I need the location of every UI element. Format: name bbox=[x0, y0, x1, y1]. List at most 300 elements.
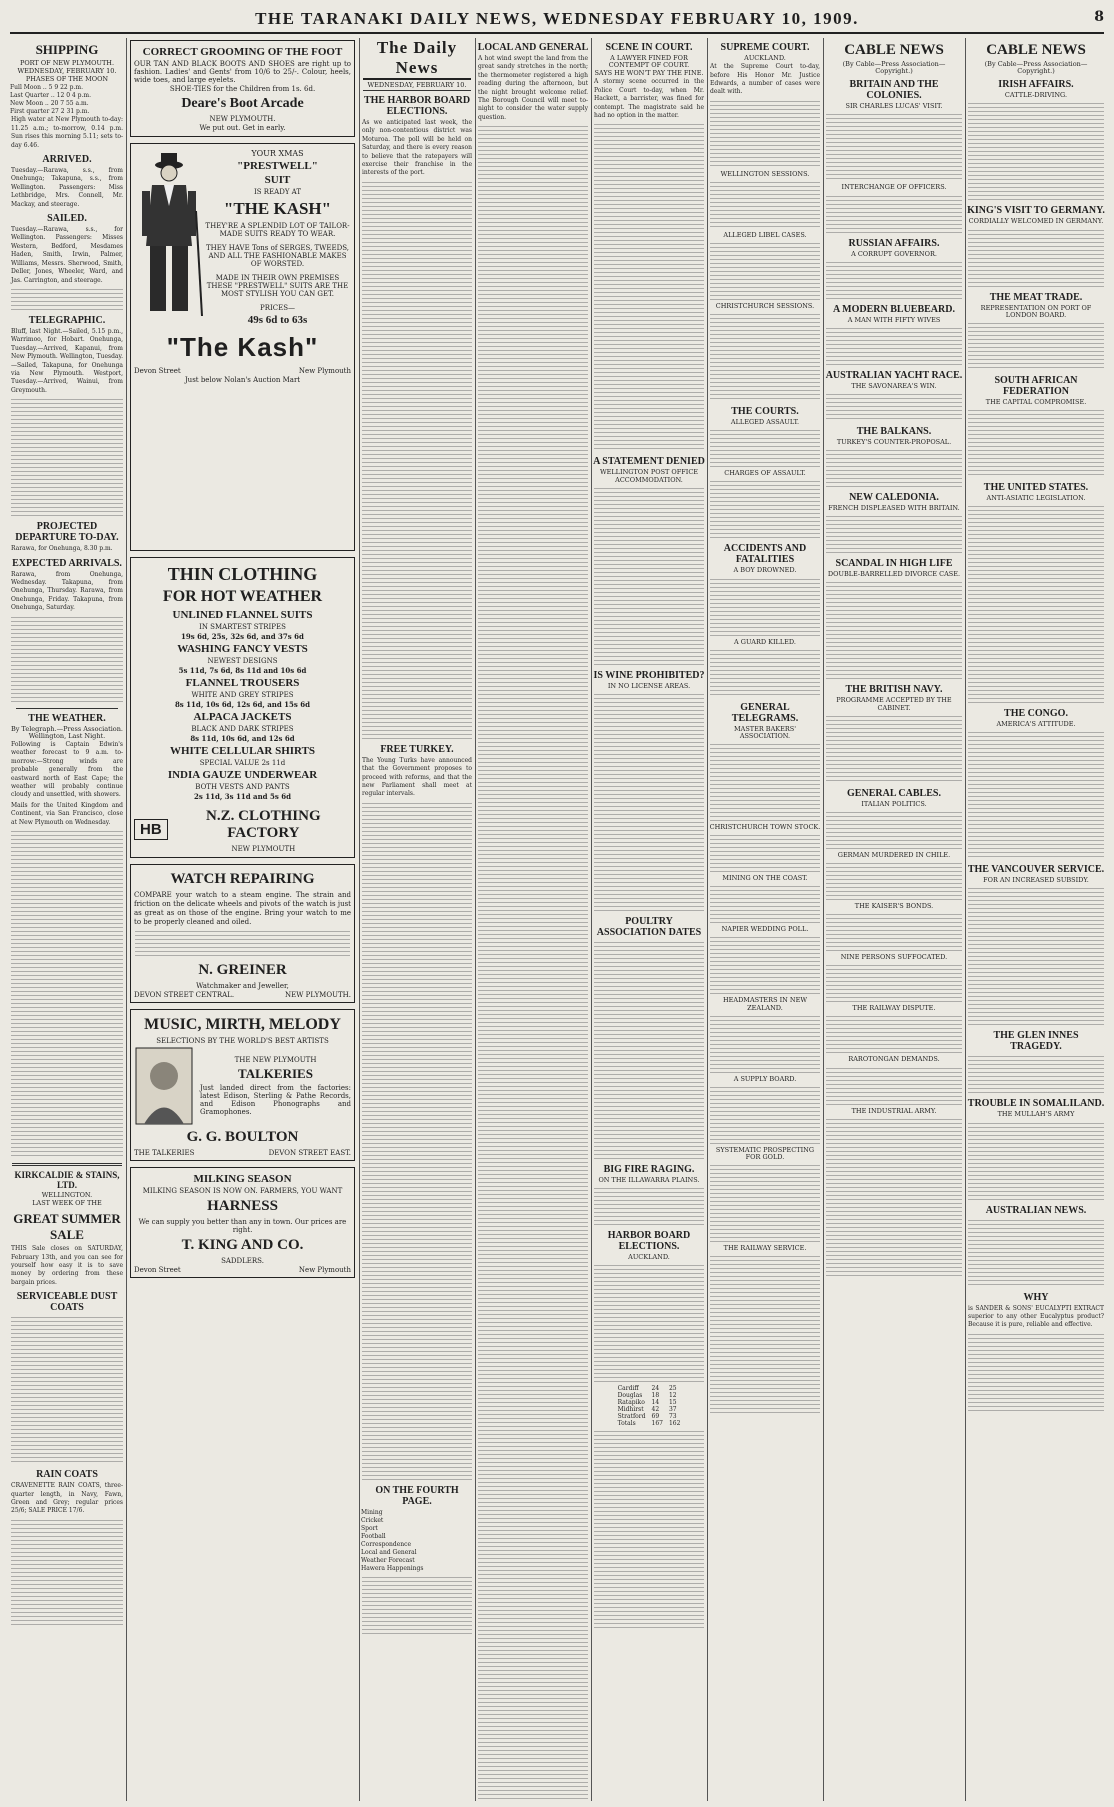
cable2-h4: CORDIALLY WELCOMED IN GERMANY. bbox=[968, 217, 1104, 226]
text-block bbox=[968, 1054, 1104, 1094]
text-block bbox=[826, 112, 962, 182]
napier-poll: NAPIER WEDDING POLL. bbox=[721, 925, 809, 934]
cable2-heading: CABLE NEWS bbox=[986, 42, 1086, 58]
text-block bbox=[710, 312, 820, 402]
cable2-h14: FOR AN INCREASED SUBSIDY. bbox=[983, 876, 1089, 885]
poll-booth: Ratapiko bbox=[617, 1399, 645, 1407]
king-saddlers-ad bbox=[130, 1167, 355, 1278]
court-sub: A LAWYER FINED FOR CONTEMPT OF COURT. bbox=[608, 54, 690, 70]
poll-booth: Stratford bbox=[617, 1413, 646, 1421]
poll-votes: 18 bbox=[651, 1392, 660, 1400]
masthead bbox=[10, 6, 1104, 34]
music-heading: MUSIC, MIRTH, MELODY bbox=[144, 1016, 341, 1033]
cable-h5: A CORRUPT GOVERNOR. bbox=[851, 249, 937, 258]
music-sub: SELECTIONS BY THE WORLD'S BEST ARTISTS bbox=[156, 1037, 329, 1045]
king-address bbox=[134, 1266, 351, 1274]
cable2-sub: (By Cable—Press Association—Copyright.) bbox=[984, 60, 1088, 76]
item-name: ALPACA JACKETS bbox=[193, 711, 292, 723]
cable2-h19: WHY bbox=[1023, 1291, 1049, 1303]
cable2-h15: THE GLEN INNES TRAGEDY. bbox=[993, 1030, 1079, 1053]
item-desc: NEWEST DESIGNS bbox=[207, 657, 278, 665]
cable-h20: GERMAN MURDERED IN CHILE. bbox=[837, 850, 951, 859]
contents-item: Sport bbox=[361, 1524, 378, 1532]
poll-votes: 69 bbox=[651, 1413, 660, 1421]
libel-cases: ALLEGED LIBEL CASES. bbox=[723, 230, 807, 239]
item-price: 2s 11d, 3s 11d and 5s 6d bbox=[193, 792, 292, 801]
poll-votes: 25 bbox=[668, 1385, 677, 1393]
kash-price-range: 49s 6d to 63s bbox=[247, 314, 308, 326]
departure-heading: PROJECTED DEPARTURE TO-DAY. bbox=[15, 521, 119, 544]
boy-drowned: A BOY DROWNED. bbox=[733, 566, 797, 575]
text-block bbox=[478, 124, 588, 1801]
supreme-text: At the Supreme Court to-day, before His Honor Mr. Justice Edwards, a number of cases were dealt with. bbox=[710, 63, 820, 96]
rain-heading: RAIN COATS bbox=[36, 1469, 98, 1481]
greiner-name: N. GREINER bbox=[198, 962, 287, 978]
item-desc: SPECIAL VALUE 2s 11d bbox=[199, 759, 286, 767]
cable2-h10: ANTI-ASIATIC LEGISLATION. bbox=[986, 493, 1086, 502]
fire-sub: ON THE ILLAWARRA PLAINS. bbox=[598, 1175, 700, 1184]
poll-votes: 167 bbox=[651, 1420, 663, 1428]
greiner-role: Watchmaker and Jeweller, bbox=[196, 982, 289, 990]
kash-text-1: THEY'RE A SPLENDID LOT OF TAILOR-MADE SUITS READY TO WEAR. bbox=[205, 222, 350, 238]
talkeries-pre: THE NEW PLYMOUTH bbox=[234, 1056, 317, 1064]
item-desc: BLACK AND DARK STRIPES bbox=[191, 725, 294, 733]
arcade-city: NEW PLYMOUTH. bbox=[209, 115, 276, 123]
sale-text: THIS Sale closes on SATURDAY, February 13th, and you can see for yourself how easy it is to save money by ordering from these bargain prices. bbox=[11, 1245, 123, 1286]
sailed-heading: SAILED. bbox=[47, 213, 87, 225]
statement-heading: A STATEMENT DENIED bbox=[593, 456, 705, 468]
boulton-street: DEVON STREET EAST. bbox=[268, 1149, 351, 1157]
cable2-h11: THE CONGO. bbox=[1004, 708, 1068, 720]
moon-row: Full Moon .. 5 9 22 p.m. bbox=[10, 84, 83, 92]
item-price: 8s 11d, 10s 6d, 12s 6d, and 15s 6d bbox=[174, 700, 311, 709]
poll-votes: 24 bbox=[651, 1385, 660, 1393]
paper-name: The Daily News bbox=[363, 38, 471, 80]
text-block bbox=[826, 194, 962, 234]
poll-row bbox=[615, 1413, 684, 1420]
cable-news-column-2 bbox=[967, 38, 1105, 1801]
column-rule bbox=[707, 38, 708, 1801]
poll-votes: 42 bbox=[651, 1406, 660, 1414]
hot-weather: FOR HOT WEATHER bbox=[162, 588, 323, 605]
shipping-date: WEDNESDAY, FEBRUARY 10. bbox=[17, 67, 117, 76]
boulton-shop: THE TALKERIES bbox=[134, 1149, 195, 1157]
milking-text: MILKING SEASON IS NOW ON. FARMERS, YOU WANT bbox=[142, 1187, 343, 1195]
harbor-heading: HARBOR BOARD ELECTIONS. bbox=[607, 1230, 691, 1253]
text-block bbox=[594, 692, 704, 912]
king-city: New Plymouth bbox=[298, 1266, 351, 1274]
clothing-factory-ad bbox=[130, 557, 355, 858]
item-price: 8s 11d, 10s 6d, and 12s 6d bbox=[190, 734, 295, 743]
cable-h18: GENERAL CABLES. bbox=[847, 787, 941, 799]
poll-row bbox=[615, 1399, 684, 1406]
text-block bbox=[362, 1575, 472, 1635]
divider bbox=[12, 1163, 122, 1166]
hb-logo: HB bbox=[134, 819, 168, 840]
alleged-assault: ALLEGED ASSAULT. bbox=[730, 418, 800, 427]
kash-ad bbox=[130, 143, 355, 551]
railway-service: THE RAILWAY SERVICE. bbox=[723, 1244, 807, 1253]
text-block bbox=[11, 397, 123, 517]
king-street: Devon Street bbox=[134, 1266, 181, 1274]
text-block bbox=[710, 1163, 820, 1243]
text-block bbox=[826, 714, 962, 784]
weather-heading: THE WEATHER. bbox=[28, 712, 106, 724]
tide-text: High water at New Plymouth to-day: 11.25 a.m.; to-morrow, 0.14 p.m. Sun rises this morning 5.11; sets to-day 6.46. bbox=[11, 116, 123, 149]
talkeries-copy bbox=[200, 1055, 351, 1117]
text-block bbox=[710, 884, 820, 924]
ads-column bbox=[128, 38, 357, 1801]
cable-h23: THE RAILWAY DISPUTE. bbox=[852, 1004, 936, 1013]
column-rule bbox=[965, 38, 966, 1801]
factory-block bbox=[134, 805, 351, 854]
text-block bbox=[710, 241, 820, 301]
column-rule bbox=[823, 38, 824, 1801]
text-block bbox=[968, 1332, 1104, 1412]
kash-text-3: MADE IN THEIR OWN PREMISES THESE "PRESTWELL" SUITS ARE THE MOST STYLISH YOU CAN GET. bbox=[206, 274, 349, 298]
poll-booth: Totals bbox=[617, 1420, 636, 1428]
cable2-h7: SOUTH AFRICAN FEDERATION bbox=[994, 374, 1078, 397]
contents-list bbox=[361, 1509, 473, 1573]
thin-clothing: THIN CLOTHING bbox=[167, 564, 318, 584]
text-block bbox=[968, 1218, 1104, 1288]
poll-votes: 37 bbox=[668, 1406, 677, 1414]
cable-h10: THE BALKANS. bbox=[856, 425, 932, 437]
text-block bbox=[710, 648, 820, 698]
poll-row bbox=[615, 1385, 684, 1392]
moon-row: First quarter 27 2 31 p.m. bbox=[10, 108, 90, 116]
cable-h17: PROGRAMME ACCEPTED BY THE CABINET. bbox=[836, 696, 952, 712]
column-rule bbox=[591, 38, 592, 1801]
guard-killed: A GUARD KILLED. bbox=[734, 637, 796, 646]
town-stock: CHRISTCHURCH TOWN STOCK. bbox=[709, 823, 821, 832]
text-block bbox=[826, 1066, 962, 1106]
watch-heading: WATCH REPAIRING bbox=[170, 871, 315, 887]
arcade-name: Deare's Boot Arcade bbox=[181, 96, 304, 111]
page-number: 8 bbox=[1094, 9, 1104, 25]
text-block bbox=[968, 504, 1104, 704]
local-column bbox=[477, 38, 589, 1801]
eucalypti-text: is SANDER & SONS' EUCALYPTI EXTRACT superior to any other Eucalyptus product? Because it is pure, reliable and effective. bbox=[968, 1304, 1104, 1329]
harness-text: We can supply you better than any in town. Our prices are right. bbox=[138, 1218, 347, 1234]
text-block bbox=[826, 392, 962, 422]
text-block bbox=[826, 912, 962, 952]
free-turkey-text: The Young Turks have announced that the Government proposes to proceed with reforms, and that the new Parliament shall meet at regular intervals. bbox=[362, 756, 472, 798]
headmasters: HEADMASTERS IN NEW ZEALAND. bbox=[722, 996, 808, 1012]
text-block bbox=[968, 321, 1104, 371]
cable-h4: RUSSIAN AFFAIRS. bbox=[848, 237, 940, 249]
text-block bbox=[11, 1518, 123, 1628]
cable-h25: THE INDUSTRIAL ARMY. bbox=[851, 1106, 937, 1115]
text-block bbox=[826, 810, 962, 850]
text-block bbox=[362, 180, 472, 740]
clothing-item bbox=[134, 609, 351, 641]
poll-votes: 14 bbox=[651, 1399, 660, 1407]
deare-boot-ad bbox=[130, 40, 355, 137]
sale-heading: GREAT SUMMER SALE bbox=[13, 1211, 121, 1243]
greiner-street: DEVON STREET CENTRAL. bbox=[134, 991, 235, 999]
text-block bbox=[135, 929, 350, 959]
cable-h8: AUSTRALIAN YACHT RACE. bbox=[825, 369, 963, 381]
text-block bbox=[826, 1014, 962, 1054]
text-block bbox=[826, 580, 962, 680]
arrived-text: Tuesday.—Rarawa, s.s., from Onehunga; Takapuna, s.s., from Wellington. Passengers: Miss Lethbridge, Mrs. Connell, Mr. Mackay, and steerage. bbox=[11, 167, 123, 208]
departure-text: Rarawa, for Onehunga, 8.30 p.m. bbox=[11, 545, 113, 553]
text-block bbox=[710, 1254, 820, 1414]
poll-booth: Cardiff bbox=[617, 1385, 639, 1393]
court-column bbox=[593, 38, 705, 1801]
moon-row: Last Quarter .. 12 0 4 p.m. bbox=[10, 92, 91, 100]
poll-row bbox=[615, 1420, 684, 1427]
cable-h15: DOUBLE-BARRELLED DIVORCE CASE. bbox=[827, 570, 961, 579]
cable2-h8: THE CAPITAL COMPROMISE. bbox=[985, 397, 1087, 406]
item-name: UNLINED FLANNEL SUITS bbox=[172, 609, 313, 621]
text-block bbox=[968, 1121, 1104, 1201]
man-in-suit-illustration bbox=[134, 151, 204, 311]
cable-heading: CABLE NEWS bbox=[844, 42, 944, 58]
prospecting: SYSTEMATIC PROSPECTING FOR GOLD. bbox=[715, 1145, 815, 1162]
greiner-city: NEW PLYMOUTH. bbox=[285, 991, 351, 999]
kash-address-city: New Plymouth bbox=[298, 367, 351, 375]
arcade-footer: We put out. Get in early. bbox=[199, 124, 286, 132]
cable-h21: THE KAISER'S BONDS. bbox=[854, 901, 934, 910]
poll-row bbox=[615, 1392, 684, 1399]
courts-heading: THE COURTS. bbox=[731, 406, 799, 418]
text-block bbox=[826, 861, 962, 901]
harness-heading: HARNESS bbox=[207, 1198, 278, 1214]
item-price: 5s 11d, 7s 6d, 8s 11d and 10s 6d bbox=[178, 666, 307, 675]
text-block bbox=[710, 99, 820, 169]
text-block bbox=[710, 935, 820, 995]
kirkcaldie-city: WELLINGTON. bbox=[41, 1190, 93, 1199]
cable-h9: THE SAVONAREA'S WIN. bbox=[851, 381, 937, 390]
court-text: A stormy scene occurred in the Police Court to-day, when Mr. Hackett, a barrister, was fined for contempt. The magistrate said he had no option in the matter. bbox=[594, 78, 704, 120]
sailed-text: Tuesday.—Rarawa, s.s., for Wellington. Passengers: Misses Western, Bedford, Mesdames Haden, Smith, Irwin, Palmer, Williams, Messrs. Sherwood, Smith, Deller, Jones, Wheeler, Ward, and Jas. Carrington, and steerage. bbox=[11, 226, 123, 284]
editorial-column bbox=[361, 38, 473, 1801]
moon-heading: PHASES OF THE MOON bbox=[25, 75, 109, 84]
cable2-h17: THE MULLAH'S ARMY bbox=[997, 1110, 1075, 1119]
text-block bbox=[594, 1186, 704, 1226]
contents-item: Hawera Happenings bbox=[361, 1564, 424, 1572]
text-block bbox=[594, 122, 704, 452]
factory-text bbox=[176, 805, 351, 854]
accidents-heading: ACCIDENTS AND FATALITIES bbox=[723, 543, 807, 566]
text-block bbox=[826, 326, 962, 366]
christchurch-sessions: CHRISTCHURCH SESSIONS. bbox=[715, 302, 815, 311]
text-block bbox=[594, 1429, 704, 1629]
poll-votes: 162 bbox=[668, 1420, 681, 1428]
text-block bbox=[710, 479, 820, 539]
text-block bbox=[826, 514, 962, 554]
expected-text: Rarawa, from Onehunga, Wednesday. Takapuna, from Onehunga, Thursday. Rarawa, from Onehunga, Friday. Takapuna, from Onehunga, Saturday. bbox=[11, 570, 123, 612]
moon-row: New Moon .. 20 7 55 a.m. bbox=[10, 100, 89, 108]
kash-name: "THE KASH" bbox=[223, 199, 332, 218]
court-sub-2: SAYS HE WON'T PAY THE FINE. bbox=[594, 69, 704, 78]
contents-item: Cricket bbox=[361, 1516, 384, 1524]
kash-address bbox=[134, 367, 351, 375]
free-turkey-heading: FREE TURKEY. bbox=[380, 743, 454, 755]
fire-heading: BIG FIRE RAGING. bbox=[603, 1163, 695, 1175]
divider bbox=[16, 708, 118, 709]
cable2-h18: AUSTRALIAN NEWS. bbox=[985, 1204, 1087, 1216]
contents-heading: ON THE FOURTH PAGE. bbox=[375, 1484, 459, 1507]
text-block bbox=[594, 486, 704, 666]
local-heading: LOCAL AND GENERAL bbox=[477, 42, 589, 53]
clothing-item bbox=[134, 745, 351, 767]
text-block bbox=[968, 730, 1104, 860]
wellington-sessions: WELLINGTON SESSIONS. bbox=[720, 169, 810, 178]
cable-h2: SIR CHARLES LUCAS' VISIT. bbox=[845, 102, 943, 111]
cable-sub: (By Cable—Press Association—Copyright.) bbox=[842, 60, 946, 76]
cable-h24: RAROTONGAN DEMANDS. bbox=[848, 1055, 940, 1064]
kash-ad-body bbox=[134, 147, 351, 328]
item-desc: BOTH VESTS AND PANTS bbox=[195, 783, 290, 791]
talkeries-text: Just landed direct from the factories: latest Edison, Sterling & Pathe Records, and Edison Phonographs and Gramophones. bbox=[200, 1084, 351, 1116]
kash-suit: SUIT bbox=[264, 174, 291, 186]
boot-ad-text: OUR TAN AND BLACK BOOTS AND SHOES are right up to fashion. Ladies' and Gents' from 10/6 to 25/-. Colour, heels, wide toes, and large eyelets. bbox=[134, 60, 351, 84]
kash-prices: PRICES— bbox=[259, 304, 295, 312]
cable2-h3: KING'S VISIT TO GERMANY. bbox=[967, 205, 1105, 217]
weather-sub: By Telegraph.—Press Association. Wellington, Last Night. bbox=[11, 724, 123, 740]
clothing-item bbox=[134, 643, 351, 675]
item-price: 19s 6d, 25s, 32s 6d, and 37s 6d bbox=[181, 632, 304, 641]
expected-heading: EXPECTED ARRIVALS. bbox=[12, 557, 122, 569]
contents-item: Football bbox=[361, 1532, 386, 1540]
talkeries-name: TALKERIES bbox=[238, 1066, 313, 1081]
cable-h6: A MODERN BLUEBEARD. bbox=[833, 303, 955, 315]
poll-votes: 15 bbox=[668, 1399, 677, 1407]
kash-note: Just below Nolan's Auction Mart bbox=[184, 376, 301, 384]
mails-text: Mails for the United Kingdom and Continent, via San Francisco, close at New Plymouth on Wednesday. bbox=[11, 801, 123, 826]
item-name: WASHING FANCY VESTS bbox=[177, 643, 308, 655]
charges-of-assault: CHARGES OF ASSAULT. bbox=[724, 469, 806, 478]
cable2-h12: AMERICA'S ATTITUDE. bbox=[996, 720, 1076, 729]
kash-address-street: Devon Street bbox=[134, 367, 181, 375]
editorial-text: As we anticipated last week, the only non-contentious district was Moturoa. The poll will be held on Saturday, and there is every reason to believe that the ratepayers will exercise their franchise in the interests of the port. bbox=[362, 119, 472, 177]
cable-h13: FRENCH DISPLEASED WITH BRITAIN. bbox=[828, 504, 960, 513]
cable-h19: ITALIAN POLITICS. bbox=[861, 799, 927, 808]
statement-sub: WELLINGTON POST OFFICE ACCOMMODATION. bbox=[599, 468, 699, 484]
shipping-heading: SHIPPING bbox=[35, 42, 99, 57]
supreme-sub: AUCKLAND. bbox=[744, 54, 786, 62]
column-rule bbox=[475, 38, 476, 1801]
greiner-address bbox=[134, 991, 351, 999]
text-block bbox=[710, 1014, 820, 1074]
kash-text-2: THEY HAVE Tons of SERGES, TWEEDS, AND ALL THE FASHIONABLE MAKES OF WORSTED. bbox=[206, 244, 349, 268]
text-block bbox=[710, 833, 820, 873]
suit-figure-icon bbox=[134, 151, 204, 321]
watch-text: COMPARE your watch to a steam engine. The strain and friction on the delicate wheels and pivots of the watch is just as great as on those of the engine. Bring your watch to me to be properly cleaned and oiled. bbox=[134, 891, 351, 926]
local-text: A hot wind swept the land from the great sandy stretches in the north; the thermometer registered a high reading during the afternoon, but the night brought welcome relief. The Borough Council will meet to-night to consider the water supply question. bbox=[478, 55, 588, 121]
moon-table bbox=[10, 84, 124, 116]
shipping-port: PORT OF NEW PLYMOUTH. bbox=[19, 59, 115, 67]
king-role: SADDLERS. bbox=[221, 1257, 264, 1265]
talkeries-ad bbox=[130, 1009, 355, 1161]
kash-prestwell: "PRESTWELL" bbox=[237, 160, 318, 172]
cable-h1: BRITAIN AND THE COLONIES. bbox=[849, 79, 939, 102]
mining-coast: MINING ON THE COAST. bbox=[722, 874, 808, 883]
item-name: INDIA GAUZE UNDERWEAR bbox=[167, 769, 318, 781]
cable2-h13: THE VANCOUVER SERVICE. bbox=[967, 864, 1105, 876]
cable-h22: NINE PERSONS SUFFOCATED. bbox=[840, 953, 948, 962]
poll-booth: Douglas bbox=[617, 1392, 643, 1400]
king-name: T. KING AND CO. bbox=[181, 1237, 304, 1253]
text-block bbox=[826, 963, 962, 1003]
boulton-address bbox=[134, 1149, 351, 1157]
master-bakers: MASTER BAKERS' ASSOCIATION. bbox=[733, 724, 797, 740]
poultry-heading: POULTRY ASSOCIATION DATES bbox=[596, 915, 702, 938]
telegraphic-heading: TELEGRAPHIC. bbox=[28, 314, 106, 326]
contents-item: Weather Forecast bbox=[361, 1556, 415, 1564]
text-block bbox=[11, 615, 123, 705]
cable-h3: INTERCHANGE OF OFFICERS. bbox=[841, 183, 947, 192]
general-telegrams-heading: GENERAL TELEGRAMS. bbox=[731, 701, 799, 724]
talkeries-body bbox=[134, 1046, 351, 1126]
text-block bbox=[826, 260, 962, 300]
text-block bbox=[11, 829, 123, 1159]
cable-h12: NEW CALEDONIA. bbox=[849, 492, 939, 504]
text-block bbox=[594, 1263, 704, 1383]
poll-booth: Midhirst bbox=[617, 1406, 644, 1414]
text-block bbox=[968, 886, 1104, 1026]
cable-h16: THE BRITISH NAVY. bbox=[845, 684, 943, 696]
cable2-h5: THE MEAT TRADE. bbox=[989, 291, 1083, 303]
edison-portrait-icon bbox=[134, 1046, 194, 1126]
cable-news-column bbox=[825, 38, 963, 1801]
text-block bbox=[11, 287, 123, 311]
text-block bbox=[968, 408, 1104, 478]
sale-sub: LAST WEEK OF THE bbox=[32, 1199, 102, 1208]
arrived-heading: ARRIVED. bbox=[42, 154, 92, 166]
item-name: FLANNEL TROUSERS bbox=[185, 677, 300, 689]
kash-ready: IS READY AT bbox=[253, 188, 302, 196]
cable-h14: SCANDAL IN HIGH LIFE bbox=[835, 558, 953, 570]
cable2-h9: THE UNITED STATES. bbox=[983, 481, 1089, 493]
coats-heading: SERVICEABLE DUST COATS bbox=[16, 1291, 118, 1314]
text-block bbox=[710, 180, 820, 230]
kash-intro: YOUR XMAS bbox=[251, 149, 304, 158]
court-heading: SCENE IN COURT. bbox=[605, 42, 693, 53]
column-rule bbox=[126, 38, 127, 1801]
boulton-name: G. G. BOULTON bbox=[186, 1129, 299, 1145]
factory-city: NEW PLYMOUTH bbox=[231, 845, 296, 853]
editorial-heading: THE HARBOR BOARD ELECTIONS. bbox=[363, 95, 471, 117]
boot-ad-title: CORRECT GROOMING OF THE FOOT bbox=[142, 46, 343, 58]
clothing-item bbox=[134, 711, 351, 743]
cable-h7: A MAN WITH FIFTY WIVES bbox=[847, 315, 941, 324]
text-block bbox=[710, 428, 820, 468]
telegraphic-text: Bluff, last Night.—Sailed, 5.15 p.m., Warrimoo, for Hobart. Onehunga, Tuesday.—Arrived, Kapanui, from New Plymouth. Wellington, Tuesday.—Sailed, Takapuna, for Onehunga via New Plymouth. Westport, Tuesday.—Arrived, Wainui, from Greymouth. bbox=[11, 327, 123, 394]
text-block bbox=[710, 577, 820, 637]
text-block bbox=[710, 1085, 820, 1145]
supply-board: A SUPPLY BOARD. bbox=[733, 1074, 797, 1083]
text-block bbox=[826, 448, 962, 488]
milking-heading: MILKING SEASON bbox=[193, 1173, 292, 1185]
editorial-date: WEDNESDAY, FEBRUARY 10. bbox=[363, 81, 471, 91]
clothing-item bbox=[134, 677, 351, 709]
item-desc: IN SMARTEST STRIPES bbox=[199, 623, 286, 631]
wine-sub: IN NO LICENSE AREAS. bbox=[607, 681, 691, 690]
rain-text: CRAVENETTE RAIN COATS, three-quarter length, in Navy, Fawn, Green and Grey; regular prices 25/6; SALE PRICE 17/6. bbox=[11, 1482, 123, 1515]
cable2-h6: REPRESENTATION ON PORT OF LONDON BOARD. bbox=[980, 303, 1092, 319]
text-block bbox=[362, 801, 472, 1481]
kash-footer-name: "The Kash" bbox=[166, 332, 319, 362]
item-name: WHITE CELLULAR SHIRTS bbox=[169, 745, 316, 757]
cable2-h16: TROUBLE IN SOMALILAND. bbox=[967, 1098, 1105, 1110]
harbor-sub: AUCKLAND. bbox=[628, 1253, 670, 1262]
factory-name: N.Z. CLOTHING FACTORY bbox=[206, 808, 321, 841]
wine-heading: IS WINE PROHIBITED? bbox=[593, 669, 705, 681]
